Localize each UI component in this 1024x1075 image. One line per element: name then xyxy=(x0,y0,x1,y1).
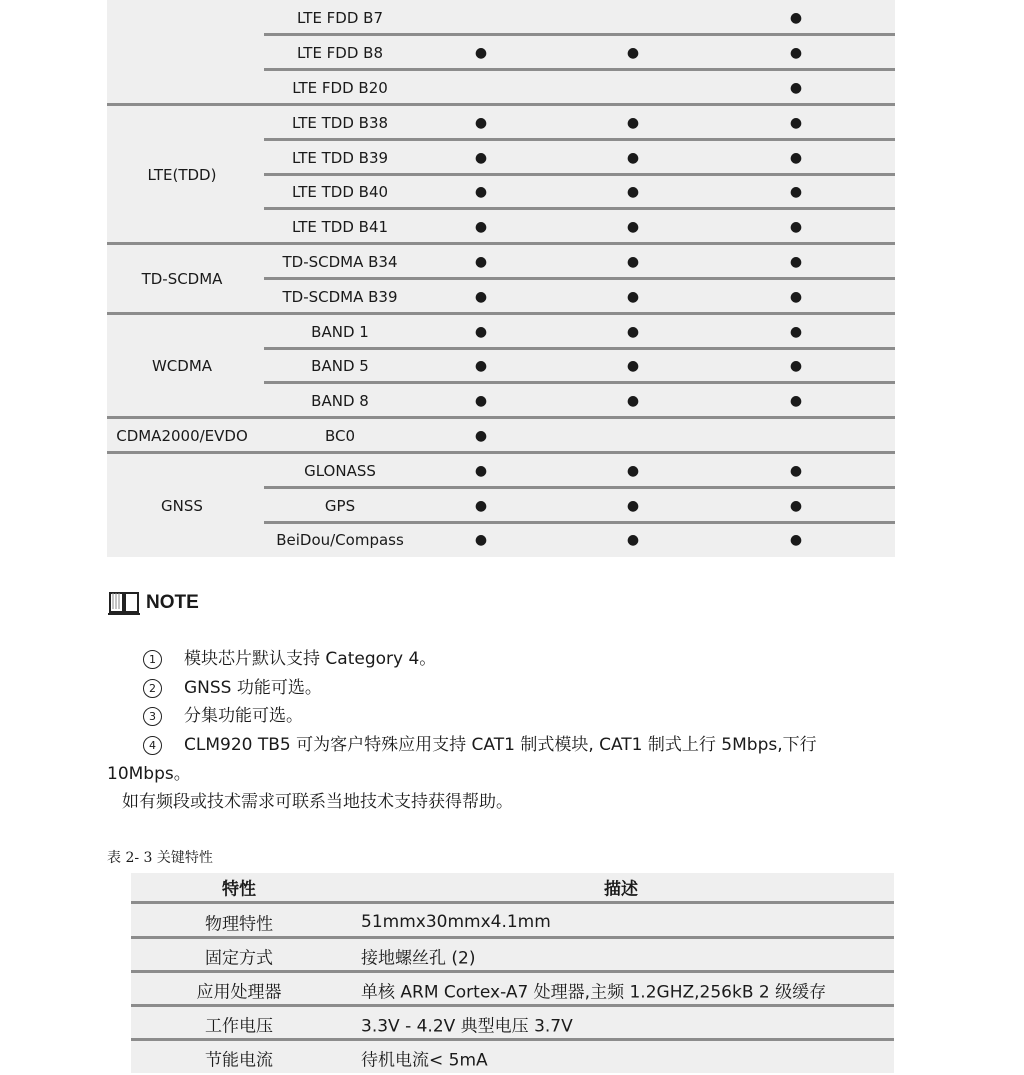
row-divider xyxy=(131,936,894,939)
row-divider xyxy=(107,312,895,315)
feature-value: 接地螺丝孔 (2) xyxy=(361,948,476,969)
note-item xyxy=(143,705,303,727)
support-dot: ● xyxy=(474,288,488,305)
book-icon xyxy=(108,590,140,616)
feature-key: 物理特性 xyxy=(205,914,273,935)
row-divider xyxy=(264,486,895,489)
support-dot: ● xyxy=(626,497,640,514)
support-dot: ● xyxy=(789,80,803,96)
support-dot: ● xyxy=(789,149,803,166)
support-dot: ● xyxy=(626,254,640,270)
band-name: BeiDou/Compass xyxy=(276,531,404,550)
band-name: LTE FDD B20 xyxy=(292,79,388,97)
row-divider xyxy=(107,451,895,454)
row-divider xyxy=(264,173,895,176)
note-text: 模块芯片默认支持 Category 4。 xyxy=(184,649,437,669)
support-dot: ● xyxy=(626,45,640,62)
row-divider xyxy=(264,68,895,71)
row-divider xyxy=(264,33,895,36)
support-dot: ● xyxy=(474,532,488,549)
support-dot: ● xyxy=(789,114,803,131)
support-dot: ● xyxy=(626,219,640,236)
band-name: GLONASS xyxy=(304,461,376,480)
support-dot: ● xyxy=(789,323,803,340)
features-table xyxy=(131,873,894,1073)
feature-value: 51mmx30mmx4.1mm xyxy=(361,912,551,932)
row-divider xyxy=(131,970,894,973)
feature-key: 固定方式 xyxy=(205,948,273,969)
support-dot: ● xyxy=(626,149,640,166)
support-dot: ● xyxy=(626,323,640,340)
note-item xyxy=(143,734,817,756)
support-dot: ● xyxy=(626,358,640,375)
feature-value: 待机电流< 5mA xyxy=(361,1050,488,1071)
band-name: LTE TDD B40 xyxy=(291,183,389,202)
band-name: LTE TDD B38 xyxy=(291,113,389,132)
support-dot: ● xyxy=(474,323,488,340)
support-dot: ● xyxy=(474,393,488,410)
group-label: GNSS xyxy=(161,496,203,515)
note-text: GNSS 功能可选。 xyxy=(184,678,322,698)
group-label: LTE(TDD) xyxy=(147,166,217,184)
support-dot: ● xyxy=(474,358,488,375)
support-dot: ● xyxy=(626,393,640,410)
support-dot: ● xyxy=(626,288,640,305)
support-dot: ● xyxy=(474,45,488,62)
support-dot: ● xyxy=(789,288,803,305)
group-label: WCDMA xyxy=(151,357,213,376)
support-dot: ● xyxy=(789,254,803,270)
note-item xyxy=(143,648,436,670)
feature-value: 3.3V - 4.2V 典型电压 3.7V xyxy=(361,1016,573,1037)
row-divider xyxy=(264,207,895,210)
row-divider xyxy=(131,1004,894,1007)
row-divider xyxy=(264,381,895,384)
band-name: LTE TDD B41 xyxy=(291,218,389,237)
support-dot: ● xyxy=(626,532,640,549)
note-header xyxy=(108,588,199,618)
support-dot: ● xyxy=(789,358,803,375)
row-divider xyxy=(264,138,895,141)
row-divider xyxy=(264,277,895,280)
support-dot: ● xyxy=(789,10,803,27)
band-name: TD-SCDMA B34 xyxy=(282,253,398,271)
band-name: BAND 8 xyxy=(311,392,369,411)
row-divider xyxy=(131,1038,894,1041)
header-value: 描述 xyxy=(604,879,638,900)
row-divider xyxy=(107,103,895,106)
note-extra-text: 如有频段或技术需求可联系当地技术支持获得帮助。 xyxy=(122,792,513,812)
support-dot: ● xyxy=(789,532,803,549)
group-label: TD-SCDMA xyxy=(141,270,223,289)
note-title: NOTE xyxy=(146,592,199,613)
feature-key: 工作电压 xyxy=(205,1016,273,1037)
band-name: BC0 xyxy=(324,427,356,445)
note-text: CLM920 TB5 可为客户特殊应用支持 CAT1 制式模块, CAT1 制式上行 5Mbps,下行 xyxy=(184,735,817,755)
support-dot: ● xyxy=(474,184,488,201)
note-marker: 3 xyxy=(143,707,162,726)
note-marker: 4 xyxy=(143,736,162,755)
table-caption: 表 2- 3 关键特性 xyxy=(107,850,213,866)
header-key: 特性 xyxy=(222,879,256,900)
support-dot: ● xyxy=(626,184,640,201)
band-support-table xyxy=(107,0,895,557)
feature-value: 单核 ARM Cortex-A7 处理器,主频 1.2GHZ,256kB 2 级缓存 xyxy=(361,982,827,1003)
support-dot: ● xyxy=(626,114,640,131)
band-name: GPS xyxy=(324,496,356,515)
note-marker: 1 xyxy=(143,650,162,669)
support-dot: ● xyxy=(474,254,488,270)
band-name: BAND 1 xyxy=(311,322,369,341)
support-dot: ● xyxy=(789,393,803,410)
support-dot: ● xyxy=(789,219,803,236)
support-dot: ● xyxy=(789,497,803,514)
feature-key: 节能电流 xyxy=(205,1050,273,1071)
row-divider xyxy=(131,901,894,904)
band-name: LTE FDD B7 xyxy=(296,9,384,28)
support-dot: ● xyxy=(789,462,803,479)
support-dot: ● xyxy=(474,462,488,479)
band-name: LTE TDD B39 xyxy=(291,148,389,167)
support-dot: ● xyxy=(474,497,488,514)
band-name: BAND 5 xyxy=(311,357,369,376)
support-dot: ● xyxy=(474,219,488,236)
support-dot: ● xyxy=(789,184,803,201)
support-dot: ● xyxy=(474,428,488,444)
row-divider xyxy=(264,521,895,524)
group-label: CDMA2000/EVDO xyxy=(116,427,248,445)
note-item-wrap: 10Mbps。 xyxy=(107,764,191,784)
note-item xyxy=(143,677,322,699)
band-name: TD-SCDMA B39 xyxy=(282,287,398,306)
support-dot: ● xyxy=(789,45,803,62)
note-marker: 2 xyxy=(143,679,162,698)
note-text: 分集功能可选。 xyxy=(184,706,303,726)
feature-key: 应用处理器 xyxy=(196,982,282,1003)
row-divider xyxy=(264,347,895,350)
support-dot: ● xyxy=(626,462,640,479)
band-name: LTE FDD B8 xyxy=(296,44,384,63)
support-dot: ● xyxy=(474,149,488,166)
row-divider xyxy=(107,242,895,245)
support-dot: ● xyxy=(474,114,488,131)
row-divider xyxy=(107,416,895,419)
